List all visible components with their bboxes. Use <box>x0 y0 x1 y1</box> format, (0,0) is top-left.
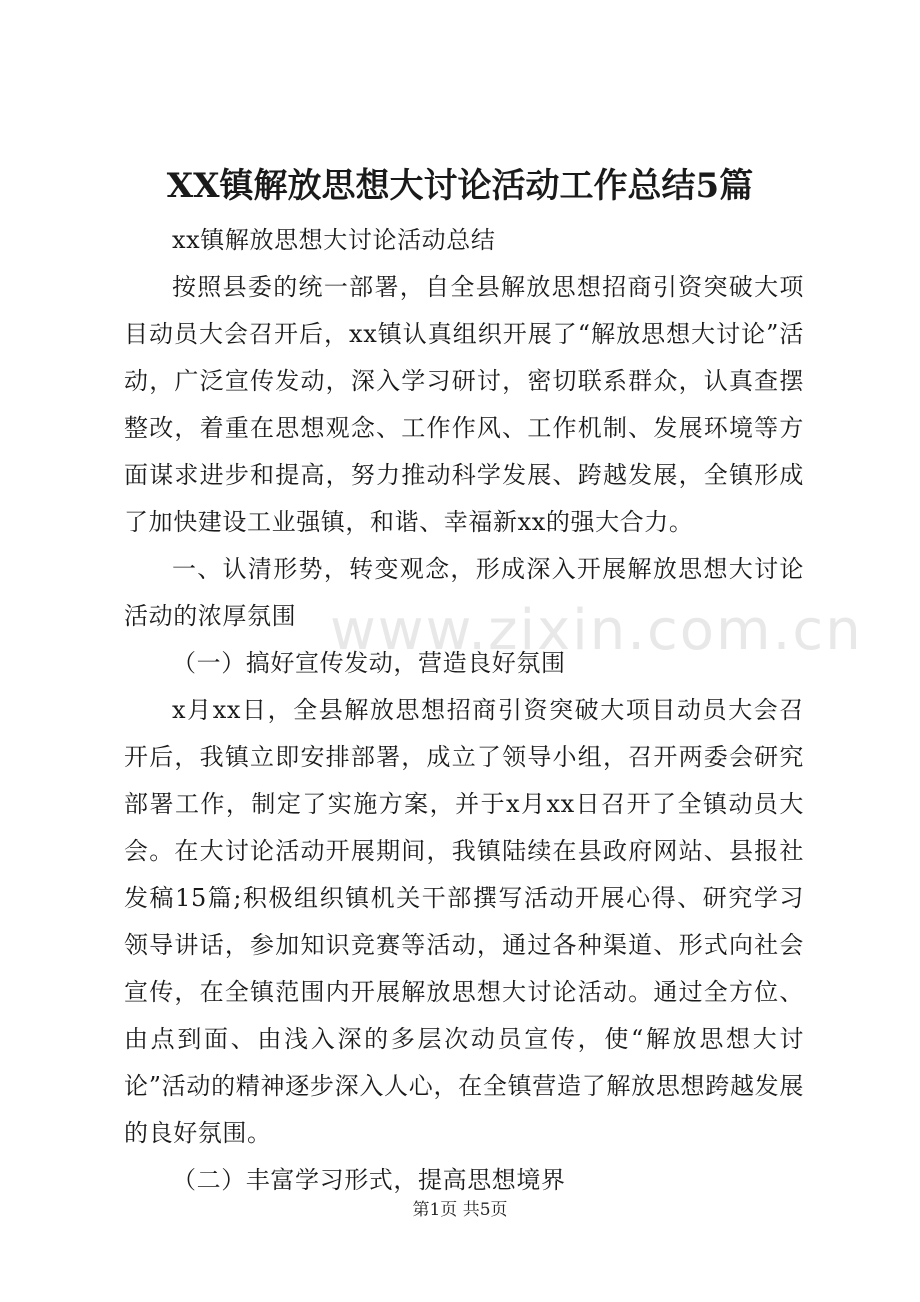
subsection-heading-2: （二）丰富学习形式，提高思想境界 <box>172 1166 566 1194</box>
paragraph-publicity: x月xx日，全县解放思想招商引资突破大项目动员大会召开后，我镇立即安排部署，成立了领导小组，召开两委会研究部署工作，制定了实施方案，并于x月xx日召开了全镇动员大会。在大讨论活动开展期间，我镇陆续在县政府网站、县报社发稿15篇;积极组织镇机关干部撰写活动开展心得、研究学习领导讲话，参加知识竞赛等活动，通过各种渠道、形式向社会宣传，在全镇范围内开展解放思想大讨论活动。通过全方位、由点到面、由浅入深的多层次动员宣传，使“解放思想大讨论”活动的精神逐步深入人心，在全镇营造了解放思想跨越发展的良好氛围。 <box>124 696 804 1147</box>
paragraph-subtitle: xx镇解放思想大讨论活动总结 <box>172 226 496 254</box>
subsection-heading-1: （一）搞好宣传发动，营造良好氛围 <box>172 649 566 677</box>
section-heading-1: 一、认清形势，转变观念，形成深入开展解放思想大讨论活动的浓厚氛围 <box>124 555 804 630</box>
document-title: XX镇解放思想大讨论活动工作总结5篇 <box>166 166 754 206</box>
document-body <box>124 217 804 1204</box>
watermark: www.zixin.com.cn <box>330 598 863 663</box>
paragraph-intro: 按照县委的统一部署，自全县解放思想招商引资突破大项目动员大会召开后，xx镇认真组织开展了“解放思想大讨论”活动，广泛宣传发动，深入学习研讨，密切联系群众，认真查摆整改，着重在思想观念、工作作风、工作机制、发展环境等方面谋求进步和提高，努力推动科学发展、跨越发展，全镇形成了加快建设工业强镇，和谐、幸福新xx的强大合力。 <box>124 273 804 536</box>
page-footer: 第1页 共5页 <box>412 1200 508 1220</box>
